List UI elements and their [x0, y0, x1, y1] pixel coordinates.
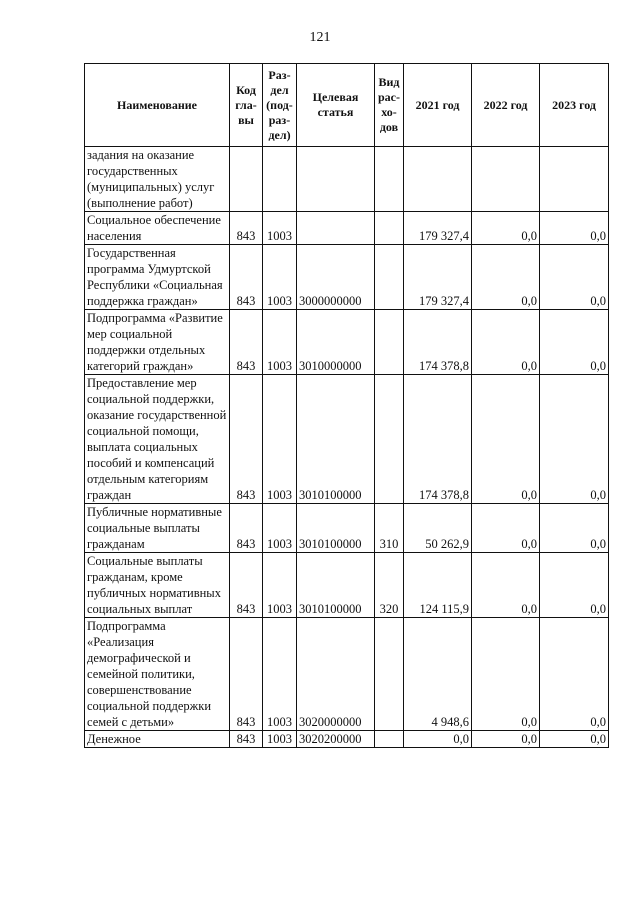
cell-year-2021: 179 327,4 [404, 212, 472, 245]
cell-year-2023: 0,0 [540, 245, 609, 310]
cell-section: 1003 [263, 375, 297, 504]
cell-year-2023: 0,0 [540, 553, 609, 618]
cell-year-2023: 0,0 [540, 504, 609, 553]
cell-year-2023: 0,0 [540, 618, 609, 731]
table-row [85, 212, 609, 245]
cell-target-article: 3010100000 [297, 375, 375, 504]
cell-expense-type [375, 618, 404, 731]
cell-year-2021: 174 378,8 [404, 375, 472, 504]
cell-section: 1003 [263, 553, 297, 618]
cell-chapter-code: 843 [230, 504, 263, 553]
cell-year-2022: 0,0 [472, 731, 540, 748]
cell-chapter-code: 843 [230, 245, 263, 310]
cell-target-article: 3010000000 [297, 310, 375, 375]
cell-chapter-code: 843 [230, 310, 263, 375]
cell-year-2022: 0,0 [472, 245, 540, 310]
cell-target-article: 3020200000 [297, 731, 375, 748]
cell-section: 1003 [263, 245, 297, 310]
table-row [85, 147, 609, 212]
cell-year-2022: 0,0 [472, 618, 540, 731]
cell-year-2021: 50 262,9 [404, 504, 472, 553]
cell-year-2022 [472, 147, 540, 212]
table-row [85, 245, 609, 310]
header-row [85, 64, 609, 147]
cell-name: Социальные выплаты гражданам, кроме публичных нормативных социальных выплат [85, 553, 230, 618]
cell-year-2021: 0,0 [404, 731, 472, 748]
cell-year-2022: 0,0 [472, 375, 540, 504]
cell-year-2022: 0,0 [472, 553, 540, 618]
cell-year-2023: 0,0 [540, 212, 609, 245]
table-row [85, 310, 609, 375]
cell-chapter-code: 843 [230, 731, 263, 748]
table-row [85, 553, 609, 618]
cell-year-2022: 0,0 [472, 504, 540, 553]
table-body [85, 147, 609, 748]
cell-year-2023: 0,0 [540, 310, 609, 375]
cell-chapter-code: 843 [230, 212, 263, 245]
header-section: Раз- дел (под- раз- дел) [263, 64, 297, 147]
cell-year-2023 [540, 147, 609, 212]
cell-year-2023: 0,0 [540, 731, 609, 748]
header-name: Наименование [85, 64, 230, 147]
cell-expense-type [375, 731, 404, 748]
cell-section: 1003 [263, 731, 297, 748]
cell-year-2022: 0,0 [472, 310, 540, 375]
table-row [85, 375, 609, 504]
cell-section: 1003 [263, 310, 297, 375]
table-row [85, 731, 609, 748]
cell-target-article [297, 147, 375, 212]
cell-name: Публичные нормативные социальные выплаты гражданам [85, 504, 230, 553]
header-expense-type: Вид рас- хо- дов [375, 64, 404, 147]
cell-name: Государственная программа Удмуртской Республики «Социальная поддержка граждан» [85, 245, 230, 310]
cell-year-2021: 124 115,9 [404, 553, 472, 618]
header-year-2023: 2023 год [540, 64, 609, 147]
header-chapter-code: Код гла- вы [230, 64, 263, 147]
page-number: 121 [309, 30, 331, 45]
cell-name: задания на оказание государственных (муниципальных) услуг (выполнение работ) [85, 147, 230, 212]
budget-table [84, 63, 609, 748]
cell-name: Подпрограмма «Реализация демографической и семейной политики, совершенствование социальной поддержки семей с детьми» [85, 618, 230, 731]
cell-name: Подпрограмма «Развитие мер социальной поддержки отдельных категорий граждан» [85, 310, 230, 375]
cell-chapter-code: 843 [230, 375, 263, 504]
header-year-2021: 2021 год [404, 64, 472, 147]
table-row [85, 504, 609, 553]
cell-section [263, 147, 297, 212]
cell-section: 1003 [263, 618, 297, 731]
cell-name: Социальное обеспечение населения [85, 212, 230, 245]
cell-chapter-code: 843 [230, 618, 263, 731]
cell-year-2021: 174 378,8 [404, 310, 472, 375]
table-row [85, 618, 609, 731]
cell-target-article: 3010100000 [297, 553, 375, 618]
cell-section: 1003 [263, 212, 297, 245]
cell-expense-type: 320 [375, 553, 404, 618]
cell-name: Предоставление мер социальной поддержки, оказание государственной социальной помощи, выплата социальных пособий и компенсаций отдельным категориям граждан [85, 375, 230, 504]
header-target-article: Целевая статья [297, 64, 375, 147]
cell-year-2023: 0,0 [540, 375, 609, 504]
cell-target-article: 3020000000 [297, 618, 375, 731]
cell-expense-type [375, 375, 404, 504]
cell-expense-type [375, 212, 404, 245]
cell-target-article [297, 212, 375, 245]
cell-section: 1003 [263, 504, 297, 553]
cell-expense-type [375, 310, 404, 375]
cell-chapter-code [230, 147, 263, 212]
cell-expense-type: 310 [375, 504, 404, 553]
cell-chapter-code: 843 [230, 553, 263, 618]
cell-expense-type [375, 147, 404, 212]
cell-year-2022: 0,0 [472, 212, 540, 245]
header-year-2022: 2022 год [472, 64, 540, 147]
cell-target-article: 3000000000 [297, 245, 375, 310]
cell-year-2021 [404, 147, 472, 212]
cell-year-2021: 4 948,6 [404, 618, 472, 731]
cell-target-article: 3010100000 [297, 504, 375, 553]
cell-year-2021: 179 327,4 [404, 245, 472, 310]
cell-name: Денежное [85, 731, 230, 748]
cell-expense-type [375, 245, 404, 310]
